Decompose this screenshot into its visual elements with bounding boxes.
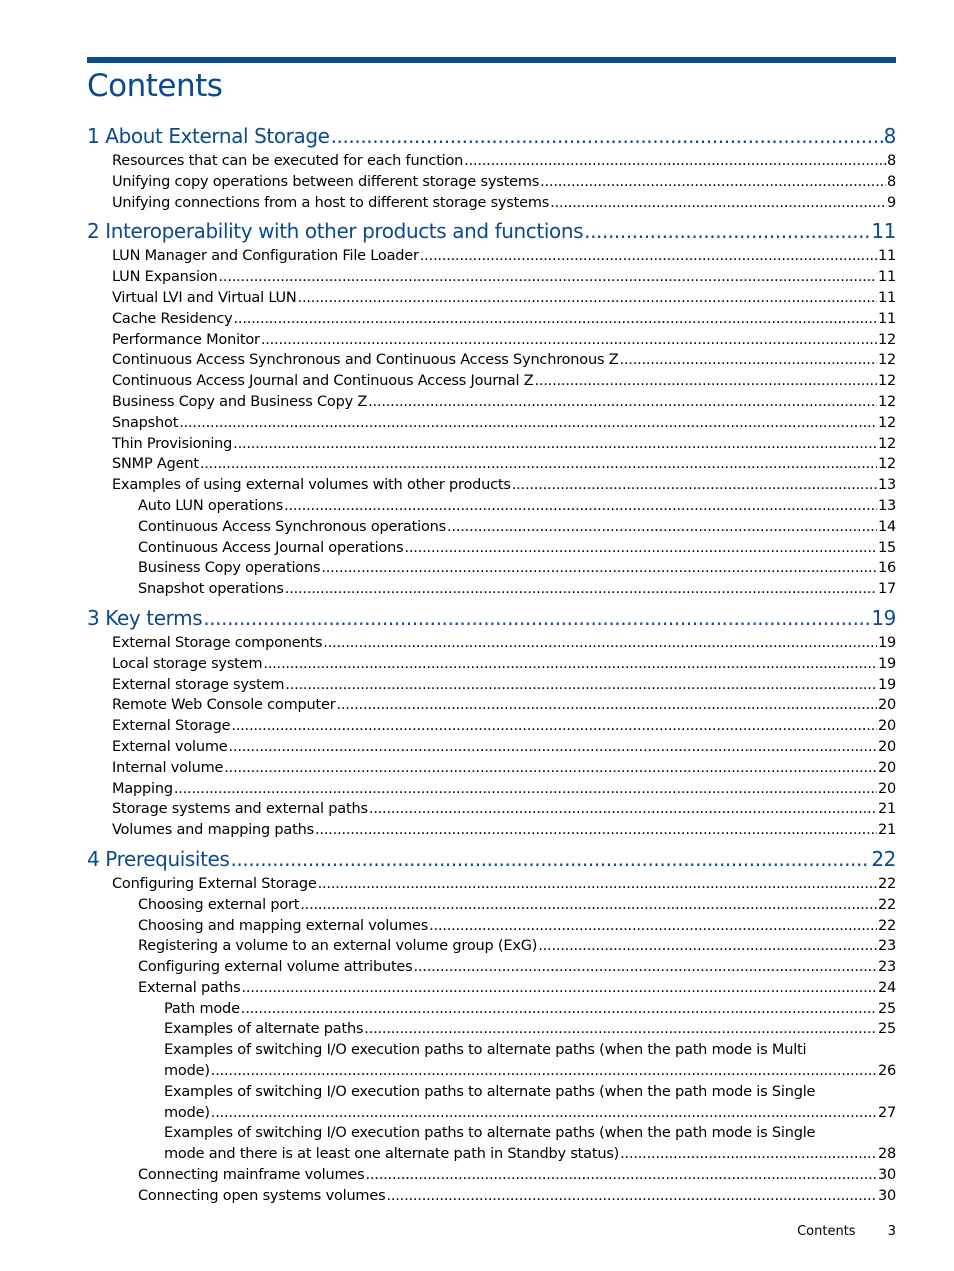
- toc-entry[interactable]: [87, 413, 896, 434]
- page-footer: [797, 1222, 896, 1242]
- dot-leader: [323, 633, 877, 654]
- toc-entry-title: Virtual LVI and Virtual LUN: [112, 289, 297, 306]
- toc-entry[interactable]: [87, 538, 896, 559]
- toc-entry[interactable]: [87, 579, 896, 600]
- dot-leader: [321, 558, 877, 579]
- toc-entry-title: Continuous Access Synchronous and Continuous Access Synchronous Z: [112, 352, 619, 369]
- toc-entry-page-number: 19: [871, 605, 896, 630]
- dot-leader: [447, 517, 877, 538]
- toc-entry-page-number: 15: [877, 539, 896, 556]
- toc-entry-page-number: 17: [877, 581, 896, 598]
- toc-entry-title: 2 Interoperability with other products and functions: [87, 219, 584, 244]
- toc-entry-page-number: 8: [886, 173, 896, 190]
- toc-entry-page-number: 19: [877, 634, 896, 651]
- dot-leader: [369, 799, 877, 820]
- toc-entry-page-number: 25: [877, 1021, 896, 1038]
- dot-leader: [584, 216, 870, 246]
- toc-entry-title: External volume: [112, 738, 228, 755]
- toc-entry[interactable]: [87, 288, 896, 309]
- toc-entry-page-number: 11: [877, 248, 896, 265]
- toc-entry-page-number: 12: [877, 393, 896, 410]
- dot-leader: [298, 288, 877, 309]
- toc-entry-continued-line[interactable]: Examples of switching I/O execution paths to alternate paths (when the path mode is Multi: [164, 1042, 807, 1059]
- dot-leader: [200, 454, 877, 475]
- toc-entry-title: Thin Provisioning: [112, 435, 233, 452]
- toc-entry-page-number: 16: [877, 560, 896, 577]
- toc-entry[interactable]: [87, 916, 896, 937]
- toc-entry-title: 1 About External Storage: [87, 124, 330, 148]
- dot-leader: [619, 350, 876, 371]
- dot-leader: [211, 1103, 877, 1124]
- toc-entry-page-number: 20: [877, 697, 896, 714]
- toc-entry-page-number: 21: [877, 822, 896, 839]
- toc-entry-title: Connecting open systems volumes: [138, 1187, 386, 1204]
- toc-entry-title: SNMP Agent: [112, 456, 199, 473]
- toc-entry[interactable]: [87, 558, 896, 579]
- toc-entry-page-number: 14: [877, 518, 896, 535]
- toc-entry[interactable]: [87, 434, 896, 455]
- dot-leader: [219, 267, 877, 288]
- dot-leader: [550, 193, 886, 214]
- toc-entry[interactable]: [87, 1165, 896, 1186]
- toc-entry-title: Performance Monitor: [112, 331, 260, 348]
- toc-entry-title: Continuous Access Journal and Continuous Access Journal Z: [112, 373, 534, 390]
- dot-leader: [386, 1186, 877, 1207]
- toc-entry-title: 3 Key terms: [87, 605, 203, 630]
- toc-entry[interactable]: [87, 330, 896, 351]
- toc-entry[interactable]: [87, 936, 896, 957]
- toc-entry-page-number: 24: [877, 979, 896, 996]
- toc-entry[interactable]: [87, 957, 896, 978]
- toc-entry-title: Configuring External Storage: [112, 875, 317, 892]
- toc-entry[interactable]: [87, 1019, 896, 1040]
- toc-entry-title: Path mode: [164, 1000, 240, 1017]
- dot-leader: [534, 371, 876, 392]
- toc-entry-page-number: 19: [877, 676, 896, 693]
- toc-entry-page-number: 11: [877, 269, 896, 286]
- toc-entry-page-number: 22: [877, 875, 896, 892]
- toc-entry-title: mode): [164, 1104, 210, 1121]
- toc-entry-title: Unifying copy operations between different storage systems: [112, 173, 540, 190]
- dot-leader: [336, 695, 876, 716]
- toc-entry[interactable]: [87, 716, 896, 737]
- dot-leader: [233, 434, 877, 455]
- toc-entry-continued-line[interactable]: Examples of switching I/O execution paths to alternate paths (when the path mode is Single: [164, 1083, 816, 1100]
- dot-leader: [224, 758, 877, 779]
- dot-leader: [203, 603, 870, 633]
- toc-entry[interactable]: [87, 675, 896, 696]
- toc-chapter-entry[interactable]: [87, 844, 896, 874]
- toc-entry-title: Choosing external port: [138, 896, 300, 913]
- dot-leader: [285, 579, 877, 600]
- toc-entry[interactable]: [87, 633, 896, 654]
- dot-leader: [512, 475, 877, 496]
- toc-entry-title: mode and there is at least one alternate path in Standby status): [164, 1146, 620, 1163]
- toc-entry-page-number: 8: [886, 153, 896, 169]
- dot-leader: [229, 737, 877, 758]
- toc-entry-title: Continuous Access Journal operations: [138, 539, 404, 556]
- toc-entry-title: Mapping: [112, 780, 173, 797]
- toc-entry[interactable]: [87, 1186, 896, 1207]
- toc-entry-page-number: 12: [877, 414, 896, 431]
- toc-chapter-entry[interactable]: [87, 216, 896, 246]
- toc-entry[interactable]: [87, 999, 896, 1020]
- dot-leader: [429, 916, 877, 937]
- toc-entry-page-number: 21: [877, 801, 896, 818]
- dot-leader: [364, 1019, 877, 1040]
- toc-entry-title: mode): [164, 1063, 210, 1080]
- dot-leader: [211, 1061, 877, 1082]
- toc-entry[interactable]: [87, 267, 896, 288]
- toc-entry[interactable]: [87, 874, 896, 895]
- toc-entry-title: Business Copy operations: [138, 560, 321, 577]
- toc-entry[interactable]: [87, 246, 896, 267]
- toc-entry-page-number: 22: [871, 846, 896, 871]
- toc-entry-page-number: 30: [877, 1187, 896, 1204]
- dot-leader: [540, 172, 886, 193]
- toc-entry-page-number: 27: [877, 1104, 896, 1121]
- toc-chapter-entry[interactable]: [87, 121, 896, 151]
- toc-entry[interactable]: [87, 1103, 896, 1124]
- table-of-contents: [87, 121, 896, 1207]
- toc-entry-page-number: 12: [877, 352, 896, 369]
- toc-entry-title: Continuous Access Synchronous operations: [138, 518, 446, 535]
- toc-entry-title: 4 Prerequisites: [87, 846, 230, 871]
- dot-leader: [331, 121, 883, 151]
- toc-entry-title: Unifying connections from a host to different storage systems: [112, 194, 550, 211]
- toc-entry-page-number: 20: [877, 738, 896, 755]
- toc-entry[interactable]: [87, 799, 896, 820]
- toc-entry-title: Volumes and mapping paths: [112, 822, 314, 839]
- toc-entry-page-number: 20: [877, 780, 896, 797]
- toc-entry[interactable]: [87, 737, 896, 758]
- toc-entry-page-number: 20: [877, 718, 896, 735]
- toc-entry[interactable]: [87, 172, 896, 193]
- toc-entry-page-number: 20: [877, 759, 896, 776]
- dot-leader: [242, 978, 877, 999]
- toc-entry-title: Resources that can be executed for each function: [112, 153, 464, 169]
- toc-entry-page-number: 19: [877, 655, 896, 672]
- dot-leader: [231, 716, 877, 737]
- toc-entry-title: Storage systems and external paths: [112, 801, 368, 818]
- toc-entry-page-number: 13: [877, 497, 896, 514]
- toc-entry-page-number: 11: [877, 310, 896, 327]
- toc-entry-title: Remote Web Console computer: [112, 697, 336, 714]
- dot-leader: [234, 309, 877, 330]
- dot-leader: [464, 151, 886, 172]
- toc-entry[interactable]: [87, 820, 896, 841]
- toc-chapter-entry[interactable]: [87, 603, 896, 633]
- toc-entry-title: Internal volume: [112, 759, 224, 776]
- toc-entry[interactable]: [87, 350, 896, 371]
- toc-entry-page-number: 28: [877, 1146, 896, 1163]
- toc-entry-page-number: 30: [877, 1167, 896, 1184]
- page-title: Contents: [87, 68, 223, 104]
- toc-entry[interactable]: [87, 496, 896, 517]
- toc-entry[interactable]: [87, 475, 896, 496]
- dot-leader: [366, 1165, 877, 1186]
- toc-entry-page-number: 22: [877, 896, 896, 913]
- toc-entry-title: Business Copy and Business Copy Z: [112, 393, 368, 410]
- toc-entry[interactable]: [87, 695, 896, 716]
- toc-entry[interactable]: [87, 454, 896, 475]
- toc-entry-title: External storage system: [112, 676, 285, 693]
- toc-entry-title: Configuring external volume attributes: [138, 959, 413, 976]
- toc-entry[interactable]: [87, 151, 896, 172]
- dot-leader: [538, 936, 877, 957]
- dot-leader: [620, 1144, 877, 1165]
- toc-entry-title: External Storage: [112, 718, 231, 735]
- dot-leader: [285, 675, 877, 696]
- dot-leader: [404, 538, 876, 559]
- dot-leader: [263, 654, 877, 675]
- toc-entry-title: Local storage system: [112, 655, 263, 672]
- toc-entry-page-number: 12: [877, 331, 896, 348]
- toc-entry[interactable]: [87, 309, 896, 330]
- toc-entry-title: Snapshot: [112, 414, 179, 431]
- toc-entry-title: Registering a volume to an external volume group (ExG): [138, 938, 538, 955]
- toc-entry[interactable]: [87, 392, 896, 413]
- dot-leader: [174, 779, 877, 800]
- toc-entry-title: Connecting mainframe volumes: [138, 1167, 365, 1184]
- footer-label: Contents: [797, 1224, 856, 1239]
- toc-entry-continued-line[interactable]: Examples of switching I/O execution paths to alternate paths (when the path mode is Single: [164, 1125, 816, 1142]
- toc-entry-page-number: 26: [877, 1063, 896, 1080]
- toc-entry-page-number: 12: [877, 373, 896, 390]
- toc-entry-page-number: 23: [877, 938, 896, 955]
- toc-entry-title: LUN Expansion: [112, 269, 218, 286]
- toc-entry-page-number: 22: [877, 917, 896, 934]
- toc-entry-page-number: 25: [877, 1000, 896, 1017]
- toc-entry-title: LUN Manager and Configuration File Loader: [112, 248, 419, 265]
- toc-entry-page-number: 11: [877, 289, 896, 306]
- toc-entry-title: Choosing and mapping external volumes: [138, 917, 429, 934]
- toc-entry-page-number: 12: [877, 435, 896, 452]
- dot-leader: [368, 392, 877, 413]
- footer-page-number: 3: [887, 1224, 896, 1239]
- dot-leader: [414, 957, 877, 978]
- dot-leader: [315, 820, 877, 841]
- toc-entry[interactable]: [87, 895, 896, 916]
- toc-entry-title: Cache Residency: [112, 310, 233, 327]
- dot-leader: [284, 496, 877, 517]
- toc-entry[interactable]: [87, 978, 896, 999]
- toc-entry[interactable]: [87, 1061, 896, 1082]
- toc-entry-page-number: 8: [883, 124, 896, 148]
- toc-entry-title: Examples of using external volumes with other products: [112, 477, 511, 494]
- toc-entry-page-number: 13: [877, 477, 896, 494]
- toc-entry-title: External paths: [138, 979, 241, 996]
- dot-leader: [318, 874, 877, 895]
- toc-entry[interactable]: [87, 193, 896, 214]
- toc-entry-title: Auto LUN operations: [138, 497, 284, 514]
- toc-entry-title: External Storage components: [112, 634, 323, 651]
- toc-entry-page-number: 9: [886, 194, 896, 211]
- toc-entry[interactable]: [87, 517, 896, 538]
- toc-entry[interactable]: [87, 779, 896, 800]
- toc-entry[interactable]: [87, 1144, 896, 1165]
- dot-leader: [420, 246, 877, 267]
- toc-entry[interactable]: [87, 654, 896, 675]
- toc-entry-title: Snapshot operations: [138, 581, 284, 598]
- dot-leader: [241, 999, 877, 1020]
- toc-entry[interactable]: [87, 371, 896, 392]
- toc-entry-page-number: 23: [877, 959, 896, 976]
- toc-entry-title: Examples of alternate paths: [164, 1021, 364, 1038]
- toc-entry-page-number: 11: [871, 219, 896, 244]
- toc-entry-page-number: 12: [877, 456, 896, 473]
- dot-leader: [179, 413, 877, 434]
- dot-leader: [300, 895, 877, 916]
- toc-entry[interactable]: [87, 758, 896, 779]
- dot-leader: [261, 330, 877, 351]
- dot-leader: [230, 844, 870, 874]
- header-rule: [87, 57, 896, 63]
